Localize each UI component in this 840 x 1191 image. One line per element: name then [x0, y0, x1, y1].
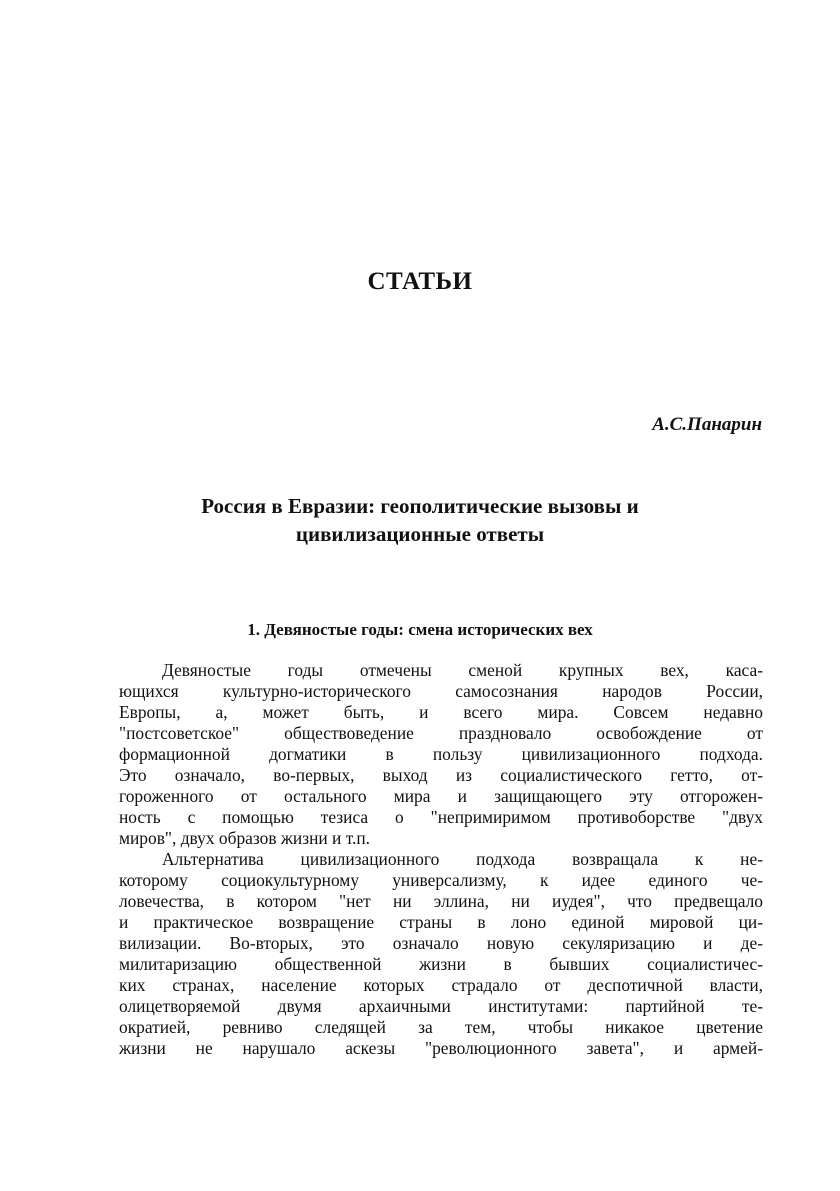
text-line: ющихся культурно-исторического самосознания народов России, — [119, 681, 763, 701]
text-line: Европы, а, может быть, и всего мира. Совсем недавно — [119, 702, 763, 722]
text-line: Это означало, во-первых, выход из социалистического гетто, от- — [119, 765, 763, 785]
text-line: жизни не нарушало аскезы "революционного завета", и армей- — [119, 1038, 763, 1058]
text-line: гороженного от остального мира и защищающего эту отгорожен- — [119, 786, 763, 806]
text-line: которому социокультурному универсализму, к идее единого че- — [119, 870, 763, 890]
text-line: ность с помощью тезиса о "непримиримом противоборстве "двух — [119, 807, 763, 827]
section-title: СТАТЬИ — [367, 268, 473, 295]
text-line: олицетворяемой двумя архаичными институтами: партийной те- — [119, 996, 763, 1016]
text-line: Девяностые годы отмечены сменой крупных вех, каса- — [162, 660, 763, 680]
text-line: миров", двух образов жизни и т.п. — [119, 828, 370, 848]
article-title-line-1: Россия в Евразии: геополитические вызовы и — [201, 494, 639, 518]
paragraph-2 — [119, 849, 763, 1059]
text-line: формационной догматики в пользу цивилизационного подхода. — [119, 744, 763, 764]
text-line: Альтернатива цивилизационного подхода возвращала к не- — [162, 849, 763, 869]
text-line: милитаризацию общественной жизни в бывших социалистичес- — [119, 954, 763, 974]
article-title-line-2: цивилизационные ответы — [295, 522, 545, 546]
author-name: А.С.Панарин — [652, 414, 762, 435]
body-text — [119, 660, 763, 1059]
text-line: и практическое возвращение страны в лоно единой мировой ци- — [119, 912, 763, 932]
article-title — [120, 492, 720, 548]
chapter-title: 1. Девяностые годы: смена исторических вех — [247, 620, 593, 639]
paragraph-1 — [119, 660, 763, 849]
text-line: ократией, ревниво следящей за тем, чтобы никакое цветение — [119, 1017, 763, 1037]
text-line: вилизации. Во-вторых, это означало новую секуляризацию и де- — [119, 933, 763, 953]
text-line: ких странах, население которых страдало от деспотичной власти, — [119, 975, 763, 995]
text-line: ловечества, в котором "нет ни эллина, ни иудея", что предвещало — [119, 891, 763, 911]
text-line: "постсоветское" обществоведение праздновало освобождение от — [119, 723, 763, 743]
